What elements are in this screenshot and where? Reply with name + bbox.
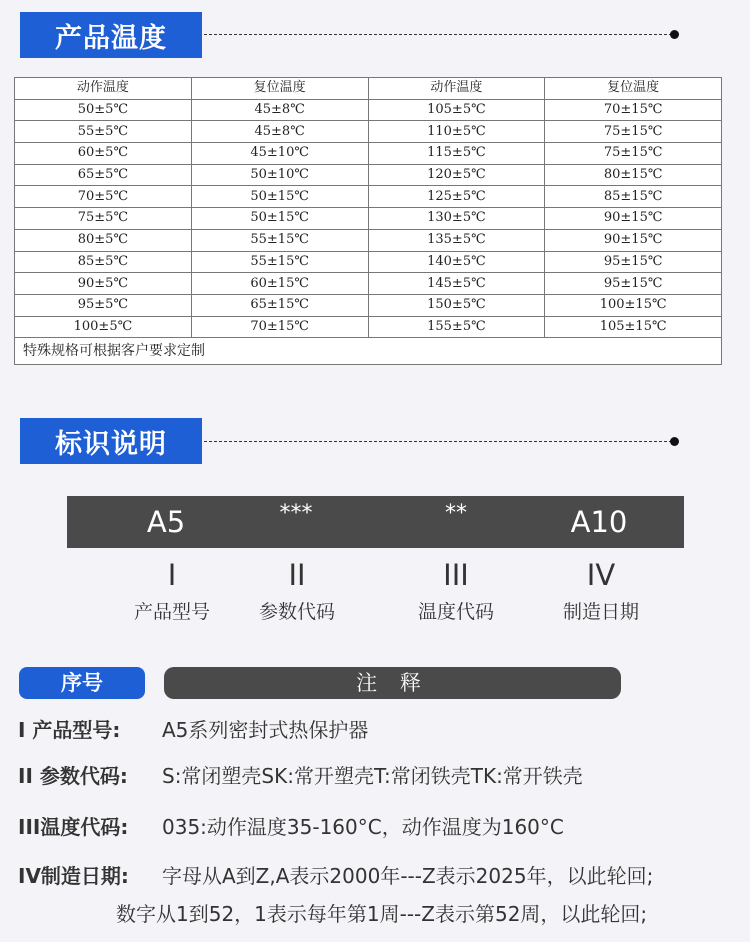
table-cell: 50±15℃ [191, 208, 368, 230]
table-cell: 60±15℃ [191, 273, 368, 295]
legend-key: I 产品型号: [18, 718, 121, 742]
table-cell: 85±15℃ [545, 186, 722, 208]
code-part-temperature: ** [445, 501, 467, 526]
table-row [15, 294, 722, 316]
table-cell: 145±5℃ [368, 273, 545, 295]
header-cell: 动作温度 [368, 78, 545, 100]
roman-numeral: II [288, 558, 306, 592]
table-header-row [15, 78, 722, 100]
table-cell: 105±5℃ [368, 99, 545, 121]
divider-line [204, 34, 672, 35]
table-cell: 85±5℃ [15, 251, 192, 273]
table-cell: 45±8℃ [191, 121, 368, 143]
table-cell: 140±5℃ [368, 251, 545, 273]
table-cell: 95±5℃ [15, 294, 192, 316]
section-title-product-temperature: 产品温度 [20, 12, 202, 58]
table-row [15, 273, 722, 295]
table-row [15, 99, 722, 121]
legend-continuation: 数字从1到52，1表示每年第1周---Z表示第52周，以此轮回; [116, 902, 648, 926]
table-cell: 80±15℃ [545, 164, 722, 186]
header-cell: 复位温度 [545, 78, 722, 100]
table-cell: 130±5℃ [368, 208, 545, 230]
table-cell: 60±5℃ [15, 143, 192, 165]
table-note-row [15, 338, 722, 365]
legend-item [18, 714, 369, 743]
table-cell: 150±5℃ [368, 294, 545, 316]
table-cell: 75±15℃ [545, 143, 722, 165]
table-cell: 70±15℃ [191, 316, 368, 338]
code-part-label: 参数代码 [258, 601, 336, 623]
table-cell: 45±10℃ [191, 143, 368, 165]
table-cell: 90±15℃ [545, 208, 722, 230]
legend-value: 035:动作温度35-160°C，动作温度为160°C [162, 815, 564, 839]
table-cell: 45±8℃ [191, 99, 368, 121]
table-cell: 125±5℃ [368, 186, 545, 208]
table-row [15, 186, 722, 208]
table-cell: 155±5℃ [368, 316, 545, 338]
table-row [15, 164, 722, 186]
table-cell: 75±15℃ [545, 121, 722, 143]
legend-key: IV制造日期: [18, 864, 129, 888]
table-row [15, 229, 722, 251]
table-cell: 65±5℃ [15, 164, 192, 186]
table-cell: 50±5℃ [15, 99, 192, 121]
table-row [15, 143, 722, 165]
table-cell: 135±5℃ [368, 229, 545, 251]
code-part-model: A5 [146, 505, 186, 539]
code-part-label: 温度代码 [417, 601, 495, 623]
legend-value: A5系列密封式热保护器 [162, 718, 369, 742]
legend-value: S:常闭塑壳SK:常开塑壳T:常闭铁壳TK:常开铁壳 [162, 764, 583, 788]
table-cell: 100±15℃ [545, 294, 722, 316]
table-row [15, 208, 722, 230]
table-cell: 115±5℃ [368, 143, 545, 165]
code-part-date: A10 [570, 505, 628, 539]
code-format-bar [67, 496, 684, 548]
code-part-label: 产品型号 [133, 601, 211, 623]
table-cell: 110±5℃ [368, 121, 545, 143]
divider-dot [670, 437, 679, 446]
legend-item [18, 811, 564, 840]
table-cell: 90±15℃ [545, 229, 722, 251]
table-cell: 50±10℃ [191, 164, 368, 186]
table-note: 特殊规格可根据客户要求定制 [15, 338, 722, 365]
roman-numeral: III [443, 558, 469, 592]
table-row [15, 251, 722, 273]
table-row [15, 316, 722, 338]
table-cell: 95±15℃ [545, 273, 722, 295]
legend-key: III温度代码: [18, 815, 129, 839]
table-cell: 90±5℃ [15, 273, 192, 295]
table-cell: 55±15℃ [191, 251, 368, 273]
table-cell: 55±15℃ [191, 229, 368, 251]
code-part-parameter: *** [279, 501, 313, 526]
table-cell: 50±15℃ [191, 186, 368, 208]
table-cell: 75±5℃ [15, 208, 192, 230]
header-cell: 复位温度 [191, 78, 368, 100]
legend-item [18, 760, 583, 789]
section-title-marking-description: 标识说明 [20, 418, 202, 464]
divider-line [204, 441, 672, 442]
legend-header-index: 序号 [19, 667, 145, 699]
roman-numeral: I [167, 558, 177, 592]
legend-item [18, 860, 654, 889]
legend-value: 字母从A到Z,A表示2000年---Z表示2025年，以此轮回; [162, 864, 654, 888]
legend-header-notes: 注 释 [164, 667, 621, 699]
table-cell: 120±5℃ [368, 164, 545, 186]
table-cell: 95±15℃ [545, 251, 722, 273]
table-cell: 65±15℃ [191, 294, 368, 316]
table-cell: 80±5℃ [15, 229, 192, 251]
table-cell: 105±15℃ [545, 316, 722, 338]
roman-numeral: IV [586, 558, 616, 592]
code-part-label: 制造日期 [562, 601, 640, 623]
divider-dot [670, 30, 679, 39]
temperature-table [14, 77, 722, 365]
table-cell: 70±5℃ [15, 186, 192, 208]
header-cell: 动作温度 [15, 78, 192, 100]
table-row [15, 121, 722, 143]
legend-key: II 参数代码: [18, 764, 128, 788]
table-cell: 100±5℃ [15, 316, 192, 338]
table-cell: 70±15℃ [545, 99, 722, 121]
table-cell: 55±5℃ [15, 121, 192, 143]
